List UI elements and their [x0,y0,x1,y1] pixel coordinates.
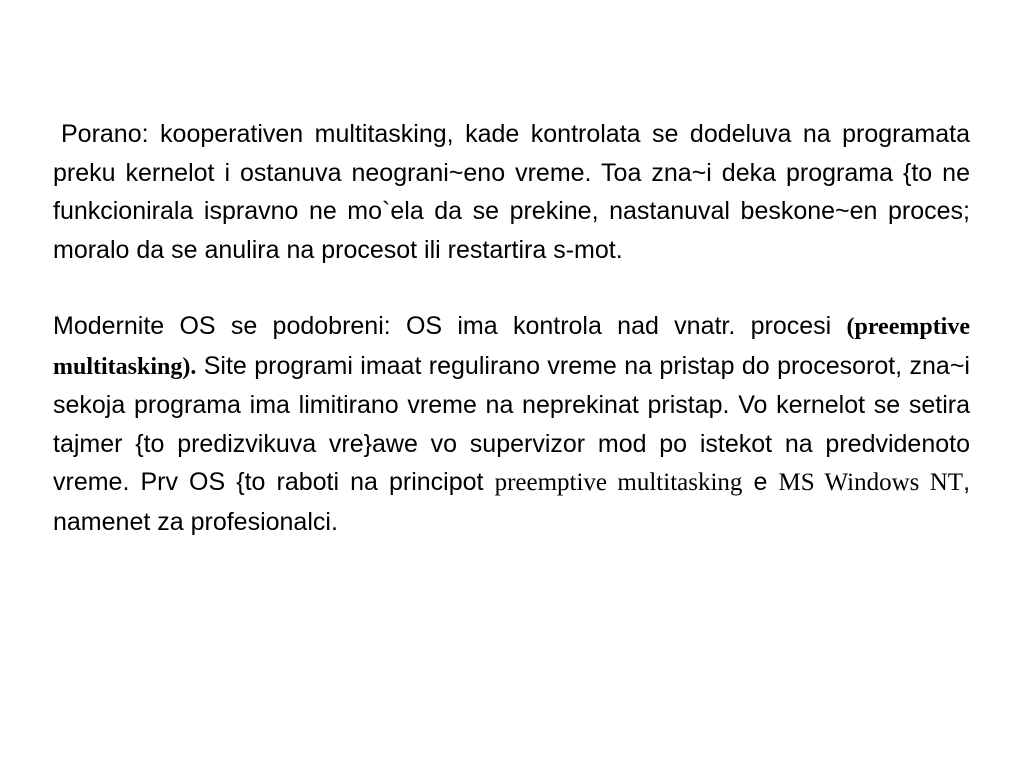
ms-windows-nt-term: MS Windows NT [778,469,964,496]
paragraph-2-text-part-5: e [742,468,779,496]
preemptive-multitasking-term-2: preemptive multitasking [494,469,743,496]
slide-text-block [53,115,970,541]
paragraph-2-text-part-3: Site programi imaat regulirano vreme na pristap do procesorot, zna~i sekoja programa ima limitirano vreme na neprekinat pristap. Vo kernelot se setira tajmer {to predizvikuva vre}awe vo supervizor mod po istekot na predvidenoto vreme. Prv OS {to raboti na principot [53,351,970,496]
paragraph-2-text-part-1: Modernite OS se podobreni: OS ima kontrola nad vnatr. procesi [53,312,847,340]
preemptive-multitasking-term: (preemptive multitasking). [53,314,970,380]
paragraph-2-text-part-7: , namenet za profesionalci. [53,468,971,536]
paragraph-preemptive-multitasking [53,307,970,541]
paragraph-1-text: Porano: kooperativen multitasking, kade kontrolata se dodeluva na programata preku kernelot i ostanuva neograni~eno vreme. Toa zna~i deka programa {to ne funkcionirala ispravno ne mo`ela da se prekine, nastanuval beskone~en proces; moralo da se anulira na procesot ili restartira s-mot. [53,120,970,264]
paragraph-cooperative-multitasking [53,115,970,269]
